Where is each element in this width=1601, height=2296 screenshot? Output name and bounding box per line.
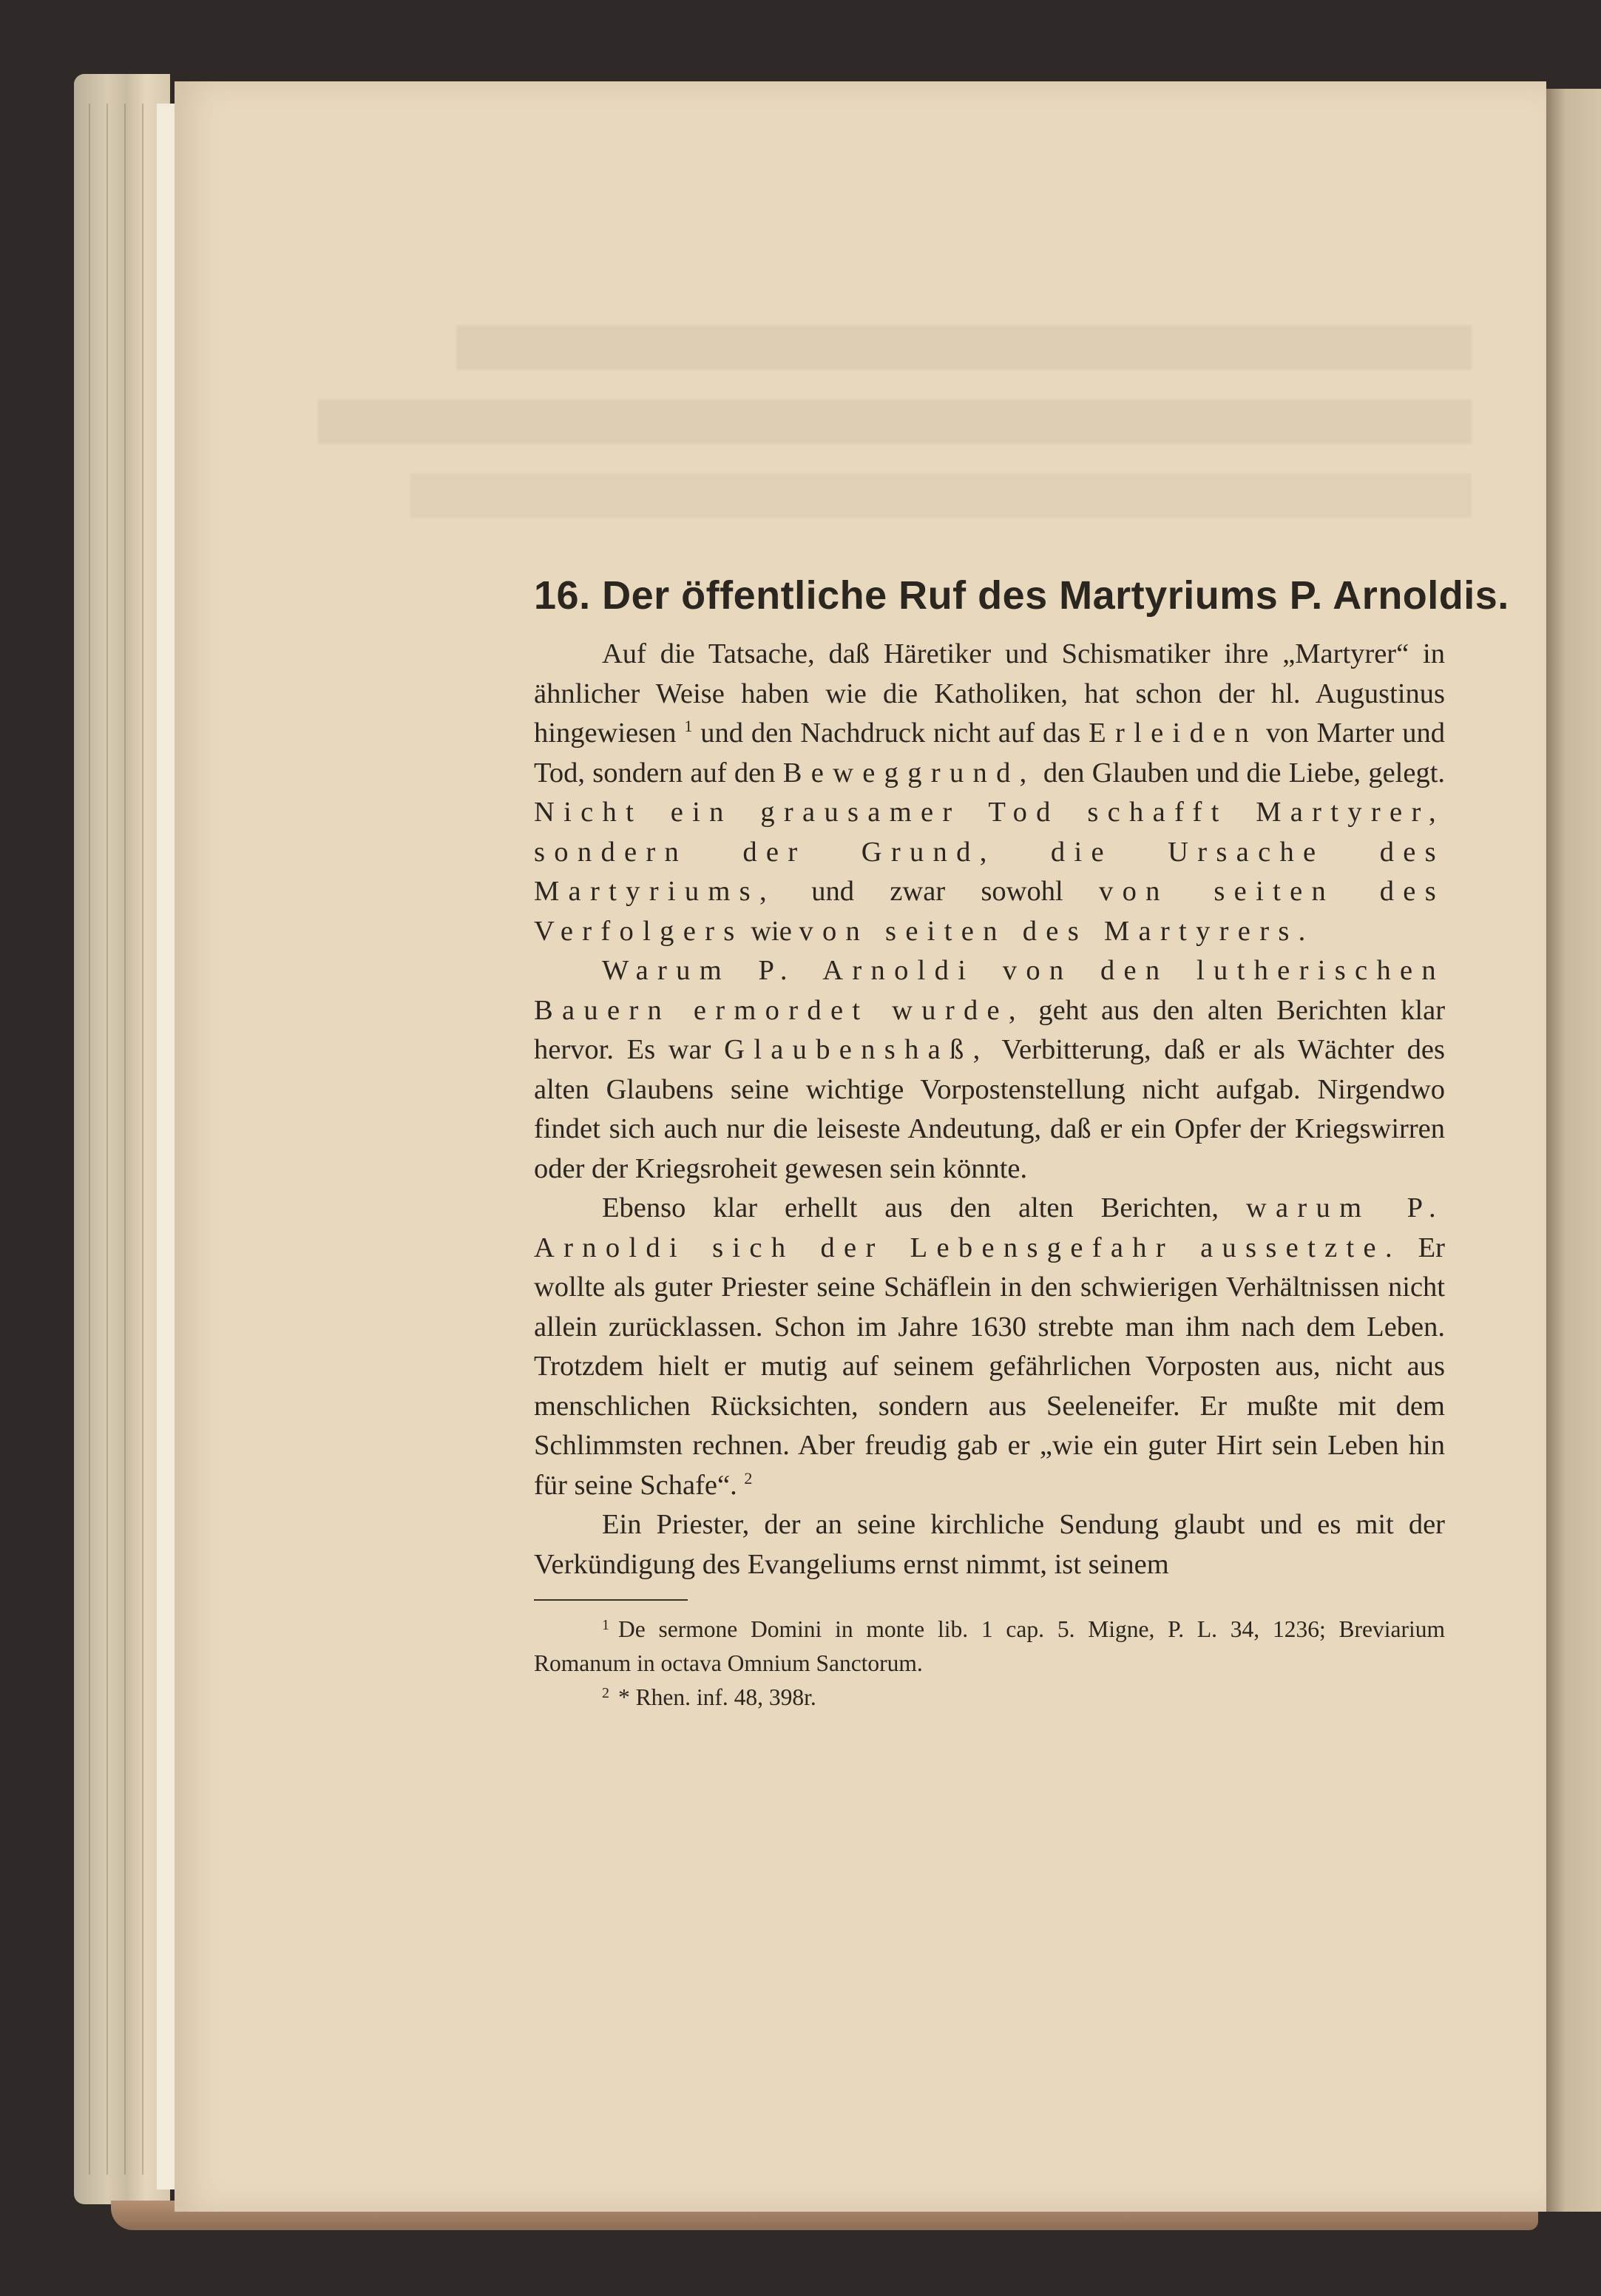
footnote-ref: 1 — [684, 717, 693, 735]
book-page-edges — [74, 74, 170, 2204]
page-content — [534, 570, 1509, 1715]
emphasis: Beweggrund, — [782, 757, 1036, 789]
footnote: $^1$ De sermone Domini in monte lib. 1 cap. 5. Migne, P. L. 34, 1236; Breviarium Romanum in octava Omnium Sanctorum. — [534, 1616, 1445, 1676]
footnote-mark: 1 — [602, 1617, 609, 1633]
emphasis: Glaubenshaß, — [724, 1034, 989, 1065]
footnote: $^2$ * Rhen. inf. 48, 398r. — [602, 1684, 816, 1710]
chapter-heading: 16. Der öffentliche Ruf des Martyriums P. Arnoldis. — [534, 573, 1509, 618]
emphasis: Erleiden — [1089, 718, 1259, 749]
footnotes — [534, 1613, 1445, 1715]
paragraph: Ein Priester, der an seine kirchliche Sendung glaubt und es mit der Verkündigung des Evangeliums ernst nimmt, ist seinem — [534, 1509, 1445, 1580]
bleed-through-text — [318, 325, 1472, 518]
paragraph: Ebenso klar erhellt aus den alten Berichten, warum P. Arnoldi sich der Lebensgefahr aussetzte. Er wollte als guter Priester seine Schäflein in den schwierigen Verhältnissen nicht allein zurücklassen. Schon im Jahre 1630 strebte man ihm nach dem Leben. Trotzdem hielt er mutig auf seinem gefährlichen Vorposten aus, nicht aus menschlichen Rücksichten, sondern aus Seeleneifer. Er mußte mit dem Schlimmsten rechnen. Aber freudig gab er „wie ein guter Hirt sein Leben hin für seine Schafe“. $^2$ — [534, 1192, 1445, 1501]
emphasis: von seiten des Martyrers. — [799, 915, 1315, 947]
emphasis: Nicht ein grausamer Tod schafft Martyrer, sondern der Grund, die Ursache des Martyriums, — [534, 797, 1445, 907]
next-page-edge — [1546, 89, 1601, 2212]
paragraph: Auf die Tatsache, daß Häretiker und Schismatiker ihre „Martyrer“ in ähnlicher Weise haben wie die Katholiken, hat schon der hl. Augustinus hingewiesen $^1$ und den Nachdruck nicht auf das Erleiden von Marter und Tod, sondern auf den Beweggrund, den Glauben und die Liebe, gelegt. Nicht ein grausamer Tod schafft Martyrer, sondern der Grund, die Ursache des Martyriums, und zwar sowohl von seiten des Verfolgers wie von seiten des Martyrers. — [534, 638, 1446, 947]
paragraph: Warum P. Arnoldi von den lutherischen Bauern ermordet wurde, geht aus den alten Berichten klar hervor. Es war Glaubenshaß, Verbitterung, daß er als Wächter des alten Glaubens seine wichtige Vorpostenstellung nicht aufgab. Nirgendwo findet sich auch nur die leiseste Andeutung, daß er ein Opfer der Kriegswirren oder der Kriegsroheit gewesen sein könnte. — [534, 955, 1446, 1184]
body-text — [534, 635, 1445, 1584]
emphasis: warum P. Arnoldi sich der Lebensgefahr aussetzte. — [534, 1192, 1445, 1263]
emphasis: von seiten des Verfolgers — [534, 876, 1446, 947]
footnote-ref: 2 — [744, 1468, 753, 1488]
footnote-mark: 2 — [602, 1685, 609, 1701]
page-gutter — [157, 104, 176, 2189]
footnote-rule — [534, 1599, 688, 1601]
emphasis: Warum P. Arnoldi von den lutherischen Bauern ermordet wurde, — [534, 955, 1445, 1026]
